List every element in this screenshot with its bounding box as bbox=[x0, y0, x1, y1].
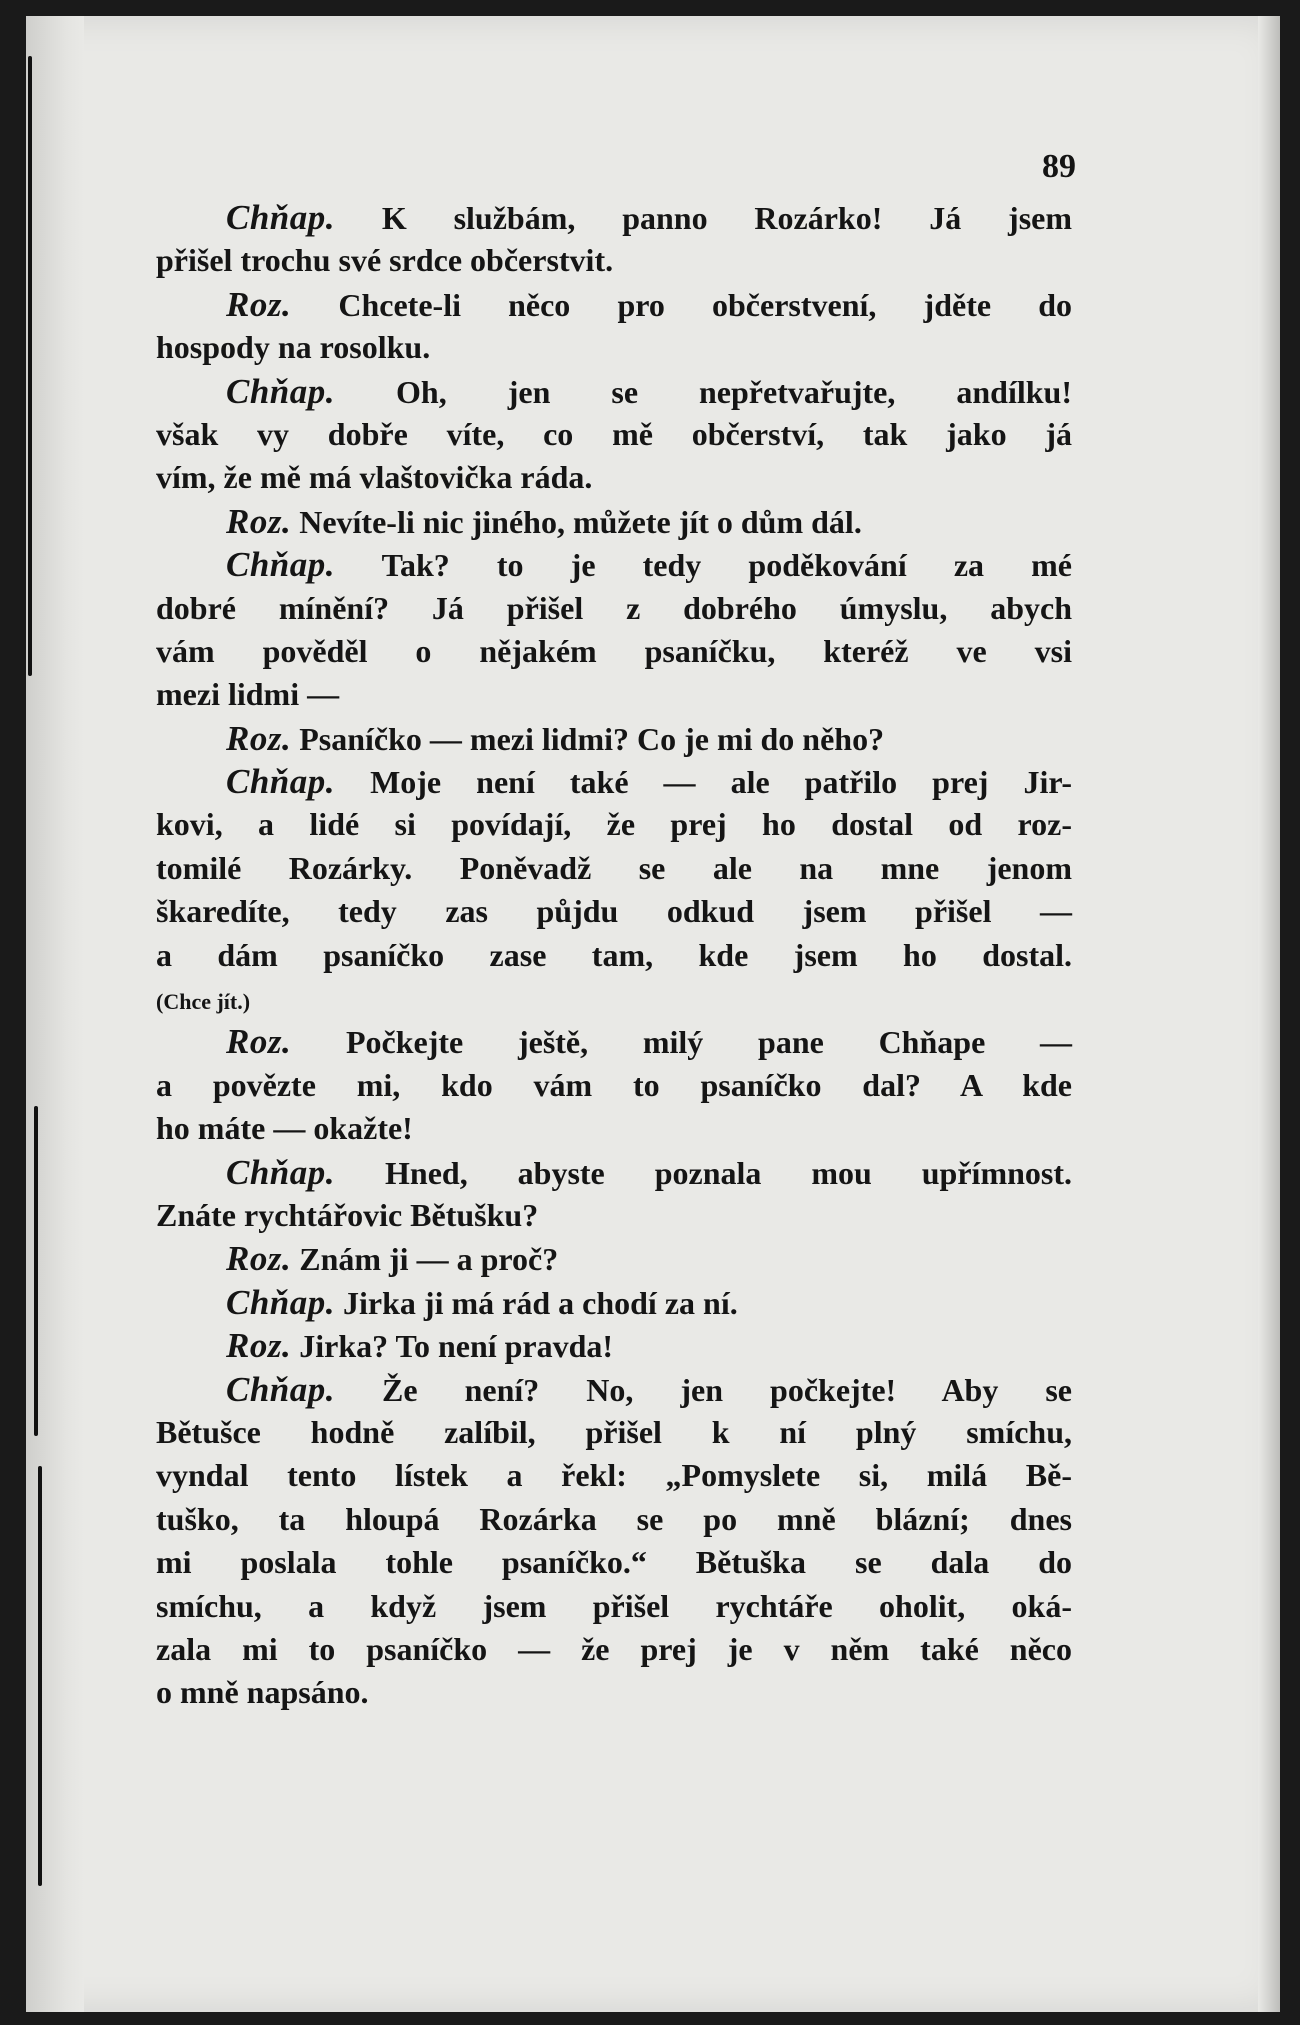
text-line bbox=[156, 239, 1072, 282]
line-text: tuško, ta hloupá Rozárka se po mně blázní; dnes bbox=[156, 1500, 1072, 1537]
line-text: Počkejte ještě, milý pane Chňape — bbox=[345, 1024, 1072, 1061]
speaker-name: Chňap. bbox=[226, 198, 336, 237]
line-text: Chcete-li něco pro občerstvení, jděte do bbox=[338, 286, 1073, 323]
speech-start-line bbox=[156, 1237, 1072, 1280]
line-text: Jirka ji má rád a chodí za ní. bbox=[343, 1284, 738, 1321]
text-line bbox=[156, 673, 1072, 716]
binding-mark bbox=[28, 56, 32, 676]
line-text: a dám psaníčko zase tam, kde jsem ho dostal. bbox=[156, 936, 1072, 973]
line-text: a povězte mi, kdo vám to psaníčko dal? A kde bbox=[156, 1066, 1072, 1103]
speaker-name: Roz. bbox=[226, 501, 292, 541]
stage-direction: (Chce jít.) bbox=[156, 989, 251, 1015]
line-text: o mně napsáno. bbox=[156, 1674, 369, 1711]
speaker-name: Chňap. bbox=[226, 1152, 336, 1192]
line-text: vím, že mě má vlaštovička ráda. bbox=[156, 459, 593, 496]
line-text: Tak? to je tedy poděkování za mé bbox=[381, 547, 1073, 584]
speech-start-line bbox=[156, 1281, 1072, 1324]
speech-start-line bbox=[156, 196, 1072, 239]
speaker-name: Roz. bbox=[226, 1326, 292, 1366]
line-text: mezi lidmi — bbox=[156, 676, 340, 713]
text-line bbox=[156, 587, 1072, 630]
page-number: 89 bbox=[1042, 148, 1076, 185]
line-text: dobré mínění? Já přišel z dobrého úmyslu, abych bbox=[156, 589, 1072, 626]
speech-start-line bbox=[156, 543, 1072, 586]
speaker-name: Roz. bbox=[226, 718, 292, 758]
speaker-name: Chňap. bbox=[226, 1282, 336, 1322]
text-line bbox=[156, 1064, 1072, 1107]
text-line bbox=[156, 1411, 1072, 1454]
line-text: vám pověděl o nějakém psaníčku, kteréž ve vsi bbox=[156, 632, 1072, 669]
speech-start-line bbox=[156, 760, 1072, 803]
text-line bbox=[156, 890, 1072, 933]
text-line bbox=[156, 630, 1072, 673]
speech-start-line bbox=[156, 1151, 1072, 1194]
line-text: Nevíte-li nic jiného, můžete jít o dům dál. bbox=[299, 503, 862, 540]
speaker-name: Chňap. bbox=[226, 545, 336, 585]
line-text: ho máte — okažte! bbox=[156, 1110, 413, 1147]
speech-start-line bbox=[156, 370, 1072, 413]
page-spine-shadow bbox=[26, 16, 84, 2012]
speaker-name: Chňap. bbox=[226, 371, 336, 411]
text-line bbox=[156, 456, 1072, 499]
text-line bbox=[156, 934, 1072, 977]
binding-mark bbox=[38, 1466, 42, 1886]
speech-start-line bbox=[156, 717, 1072, 760]
speaker-name: Roz. bbox=[226, 1239, 292, 1279]
text-line bbox=[156, 1671, 1072, 1714]
speech-start-line bbox=[156, 1020, 1072, 1063]
speech-start-line bbox=[156, 283, 1072, 326]
line-text: Oh, jen se nepřetvařujte, andílku! bbox=[396, 373, 1073, 410]
line-text: hospody na rosolku. bbox=[156, 329, 431, 366]
text-line bbox=[156, 1454, 1072, 1497]
line-text: Psaníčko — mezi lidmi? Co je mi do něho? bbox=[299, 720, 885, 757]
line-text: přišel trochu své srdce občerstvit. bbox=[156, 242, 614, 279]
line-text: zala mi to psaníčko — že prej je v něm také něco bbox=[156, 1630, 1072, 1667]
line-text: Znáte rychtářovic Bětušku? bbox=[156, 1196, 539, 1233]
dialogue-text bbox=[156, 196, 1072, 1715]
page-edge-shadow bbox=[1258, 16, 1280, 2012]
text-line bbox=[156, 1107, 1072, 1150]
line-text: Moje není také — ale patřilo prej Jir- bbox=[370, 764, 1073, 801]
speech-start-line bbox=[156, 1368, 1072, 1411]
line-text: Bětušce hodně zalíbil, přišel k ní plný smíchu, bbox=[156, 1413, 1072, 1450]
line-text: Znám ji — a proč? bbox=[299, 1241, 559, 1278]
text-line bbox=[156, 977, 1072, 1020]
speech-start-line bbox=[156, 1324, 1072, 1367]
binding-mark bbox=[34, 1106, 38, 1436]
line-text: smíchu, a když jsem přišel rychtáře oholit, oká- bbox=[156, 1587, 1072, 1624]
text-line bbox=[156, 1541, 1072, 1584]
line-text: K službám, panno Rozárko! Já jsem bbox=[381, 200, 1073, 236]
line-text: Že není? No, jen počkejte! Aby se bbox=[382, 1371, 1072, 1408]
text-line bbox=[156, 326, 1072, 369]
text-line bbox=[156, 1194, 1072, 1237]
line-text: mi poslala tohle psaníčko.“ Bětuška se dala do bbox=[156, 1544, 1072, 1581]
text-line bbox=[156, 1498, 1072, 1541]
text-line bbox=[156, 1585, 1072, 1628]
line-text: kovi, a lidé si povídají, že prej ho dostal od roz- bbox=[156, 806, 1072, 843]
speech-start-line bbox=[156, 500, 1072, 543]
speaker-name: Roz. bbox=[226, 1022, 292, 1062]
text-line bbox=[156, 1628, 1072, 1671]
speaker-name: Chňap. bbox=[226, 1369, 336, 1409]
speaker-name: Chňap. bbox=[226, 762, 336, 802]
speaker-name: Roz. bbox=[226, 284, 292, 324]
text-line bbox=[156, 413, 1072, 456]
line-text: vyndal tento lístek a řekl: „Pomyslete si, milá Bě- bbox=[156, 1457, 1072, 1494]
line-text: škaredíte, tedy zas půjdu odkud jsem přišel — bbox=[156, 893, 1072, 930]
text-line bbox=[156, 803, 1072, 846]
text-line bbox=[156, 847, 1072, 890]
line-text: Hned, abyste poznala mou upřímnost. bbox=[385, 1154, 1073, 1191]
line-text: však vy dobře víte, co mě občerství, tak jako já bbox=[156, 415, 1072, 452]
line-text: tomilé Rozárky. Poněvadž se ale na mne jenom bbox=[156, 849, 1072, 886]
line-text: Jirka? To není pravda! bbox=[299, 1328, 614, 1365]
